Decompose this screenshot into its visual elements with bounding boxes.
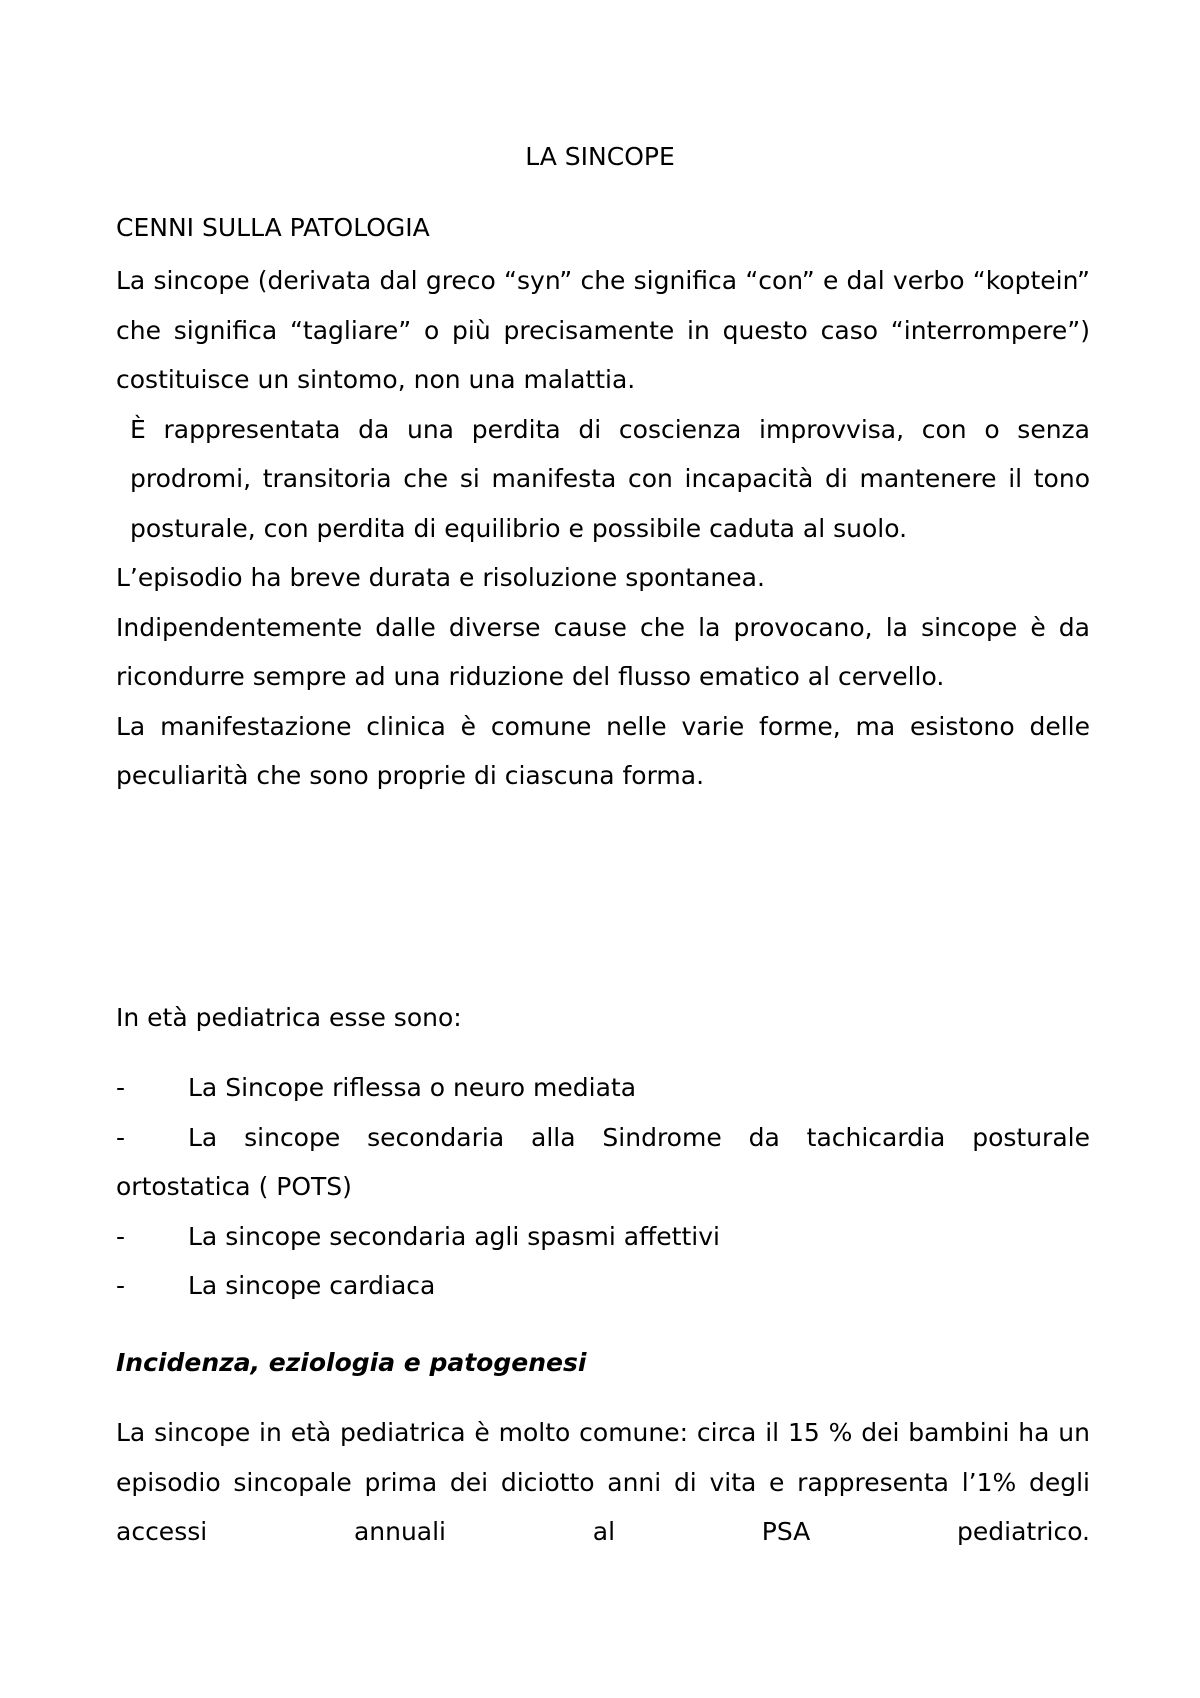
section-heading: CENNI SULLA PATOLOGIA (116, 213, 430, 242)
list-item-text: La Sincope riflessa o neuro mediata (188, 1073, 637, 1102)
list-item-text: La sincope cardiaca (188, 1271, 436, 1300)
list-marker: - (116, 1221, 126, 1251)
document-title: LA SINCOPE (525, 142, 675, 171)
list-item-text: La sincope secondaria agli spasmi affettivi (188, 1221, 720, 1251)
intro-section (116, 256, 1090, 801)
forms-list (116, 1063, 1090, 1311)
list-item (116, 1212, 1090, 1262)
paragraph-definition: È rappresentata da una perdita di coscienza improvvisa, con o senza prodromi, transitoria che si manifesta con incapacità di mantenere il tono posturale, con perdita di equilibrio e possibile caduta al suolo. (130, 414, 1090, 543)
list-item (116, 1063, 1090, 1113)
list-marker: - (116, 1122, 126, 1152)
paragraph-cause: Indipendentemente dalle diverse cause che la provocano, la sincope è da ricondurre sempre ad una riduzione del flusso ematico al cervello. (116, 612, 1090, 691)
subheading-incidence: Incidenza, eziologia e patogenesi (116, 1348, 587, 1377)
paragraph-pediatric-intro: In età pediatrica esse sono: (116, 1003, 462, 1032)
paragraph-etymology: La sincope (derivata dal greco “syn” che significa “con” e dal verbo “koptein” che significa “tagliare” o più precisamente in questo caso “interrompere”) costituisce un sintomo, non una malattia. (116, 266, 1090, 394)
list-marker: - (116, 1271, 126, 1300)
list-item (116, 1113, 1090, 1212)
paragraph-incidence: La sincope in età pediatrica è molto comune: circa il 15 % dei bambini ha un episodio sincopale prima dei diciotto anni di vita e rappresenta l’1% degli accessi annuali al PSA pediatrico. (116, 1418, 1090, 1546)
list-item (116, 1261, 1090, 1311)
paragraph-duration: L’episodio ha breve durata e risoluzione spontanea. (116, 563, 765, 592)
paragraph-manifestation: La manifestazione clinica è comune nelle varie forme, ma esistono delle peculiarità che sono proprie di ciascuna forma. (116, 711, 1090, 790)
list-marker: - (116, 1073, 126, 1102)
list-item-text: La sincope secondaria alla Sindrome da tachicardia posturale ortostatica ( POTS) (116, 1122, 1090, 1201)
